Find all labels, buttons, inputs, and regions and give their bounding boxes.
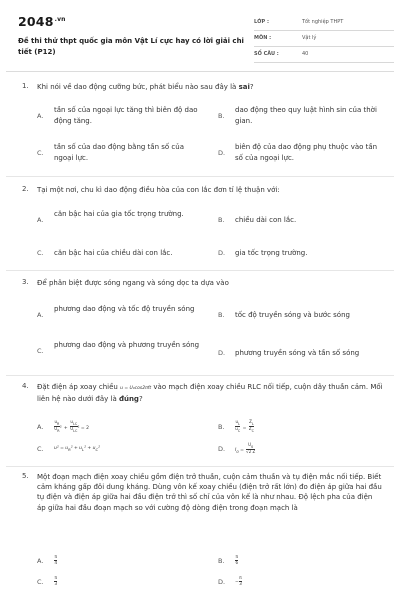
option-text: biên độ của dao động phụ thuộc vào tần số của ngoại lực. [235, 143, 378, 162]
meta-row-class [254, 15, 394, 31]
option-letter: C. [37, 249, 44, 257]
question-divider [6, 466, 394, 467]
option-text: chiều dài con lắc. [235, 216, 297, 224]
question-5 [22, 472, 384, 596]
answer-option-b[interactable] [218, 420, 384, 434]
option-text: căn bậc hai của gia tốc trọng trường. [54, 210, 184, 218]
question-number: 5. [22, 472, 29, 480]
option-text: phương truyền sóng và tần số sóng [235, 349, 360, 357]
question-divider [6, 375, 394, 376]
answer-option-a[interactable] [37, 420, 217, 434]
option-letter: B. [218, 311, 225, 319]
question-number: 4. [22, 382, 29, 390]
exam-title: Đề thi thử thpt quốc gia môn Vật Lí cực hay có lời giải chi tiết (P12) [18, 37, 244, 56]
option-letter: A. [37, 311, 44, 319]
option-letter: B. [218, 216, 225, 224]
option-formula: $\frac{\pi}{3}$ [54, 575, 57, 586]
question-2 [22, 185, 384, 265]
answer-option-b[interactable] [218, 105, 384, 129]
option-letter: D. [218, 249, 226, 257]
option-formula: − $\frac{\pi}{3}$ [235, 575, 242, 586]
answer-option-c[interactable] [37, 248, 217, 262]
answer-option-d[interactable] [218, 576, 384, 590]
header-divider [6, 71, 394, 72]
option-formula: $\frac{u_L}{u_C}$ = $\frac{Z_L}{Z_C}$ [235, 419, 254, 434]
answer-option-d[interactable] [218, 142, 384, 166]
site-logo[interactable]: $2048^{.vn}$ [18, 14, 66, 29]
option-letter: C. [37, 347, 44, 355]
question-text: Tại một nơi, chu kì dao động điều hòa của con lắc đơn tỉ lệ thuận với: [37, 186, 280, 194]
answer-option-a[interactable] [37, 555, 217, 569]
question-number: 1. [22, 82, 29, 90]
question-number: 3. [22, 278, 29, 286]
option-text: gia tốc trọng trường. [235, 249, 308, 257]
option-text: phương dao động và tốc độ truyền sóng [54, 305, 195, 313]
meta-row-subject [254, 31, 394, 47]
question-number: 2. [22, 185, 29, 193]
option-text: tần số của dao động bằng tần số của ngoại lực. [54, 143, 184, 162]
answer-option-a[interactable] [37, 209, 217, 233]
exam-meta [254, 15, 394, 63]
answer-option-b[interactable] [218, 310, 384, 324]
meta-value: Tốt nghiệp THPT [302, 19, 344, 25]
option-letter: C. [37, 445, 44, 453]
option-text: căn bậc hai của chiều dài con lắc. [54, 249, 173, 257]
answer-option-d[interactable] [218, 443, 384, 457]
option-letter: A. [37, 423, 44, 431]
option-letter: A. [37, 112, 44, 120]
question-text: Khi nói về dao động cưỡng bức, phát biểu nào sau đây là sai? [37, 83, 254, 91]
option-text: phương dao động và phương truyền sóng [54, 341, 200, 349]
option-letter: B. [218, 112, 225, 120]
meta-row-count [254, 47, 394, 63]
option-formula: $u^2 = u_R^2 + u_L^2 + u_C^2$ [54, 446, 100, 452]
option-text: tốc độ truyền sóng và bước sóng [235, 311, 350, 319]
answer-option-c[interactable] [37, 340, 217, 364]
meta-value: 40 [302, 51, 309, 57]
answer-option-b[interactable] [218, 215, 384, 229]
option-letter: D. [218, 149, 226, 157]
question-divider [6, 270, 394, 271]
answer-option-d[interactable] [218, 248, 384, 262]
option-letter: D. [218, 578, 226, 586]
answer-option-b[interactable] [218, 555, 384, 569]
question-divider [6, 176, 394, 177]
option-formula: $\frac{\pi}{6}$ [235, 554, 238, 565]
option-formula: $\frac{u_R}{U_R}$ ² + $\frac{u_{LC}}{U_{LC}}$ ² = 2 [54, 419, 89, 434]
question-text: Để phân biệt được sóng ngang và sóng dọc ta dựa vào [37, 279, 229, 287]
question-text: Một đoạn mạch điện xoay chiều gồm điện trở thuần, cuộn cảm thuần và tụ điện mắc nối tiếp. Biết cảm kháng gấp đôi dung kháng. Dùng vôn kế xoay chiều (điện trở rất lớn) đo điện áp giữa hai đầu tụ điện và điện áp giữa hai đầu điện trở thì số chỉ của vôn kế là như nhau. Độ lệch pha của điện áp giữa hai đầu đoạn mạch so với cường độ dòng điện trong đoạn mạch là [37, 473, 382, 512]
option-letter: B. [218, 557, 225, 565]
option-letter: C. [37, 149, 44, 157]
meta-label: MÔN : [254, 35, 272, 41]
answer-option-c[interactable] [37, 443, 217, 457]
question-3 [22, 278, 384, 370]
answer-option-c[interactable] [37, 576, 217, 590]
option-letter: A. [37, 557, 44, 565]
formula-voltage: u = U₀cos2πft [120, 386, 152, 391]
answer-option-a[interactable] [37, 105, 217, 129]
option-formula: $I_0$ = $\frac{U_0}{√2 Z}$ [235, 442, 256, 455]
option-formula: $\frac{\pi}{4}$ [54, 554, 57, 565]
exam-header [18, 12, 388, 68]
answer-option-c[interactable] [37, 142, 217, 166]
option-text: dao động theo quy luật hình sin của thời gian. [235, 106, 377, 125]
option-letter: B. [218, 423, 225, 431]
question-4 [22, 382, 384, 462]
meta-label: SỐ CÂU : [254, 51, 279, 57]
meta-label: LỚP : [254, 19, 269, 25]
question-text: Đặt điện áp xoay chiều u = U₀cos2πft vào mạch điện xoay chiều RLC nối tiếp, cuộn dây thuần cảm. Mối liên hệ nào dưới đây là đúng? [37, 383, 383, 403]
question-1 [22, 82, 384, 168]
option-letter: D. [218, 445, 226, 453]
option-letter: C. [37, 578, 44, 586]
answer-option-d[interactable] [218, 348, 384, 362]
meta-value: Vật lý [302, 35, 317, 41]
option-text: tần số của ngoại lực tăng thì biên độ dao động tăng. [54, 106, 198, 125]
option-letter: A. [37, 216, 44, 224]
answer-option-a[interactable] [37, 304, 217, 328]
option-letter: D. [218, 349, 226, 357]
